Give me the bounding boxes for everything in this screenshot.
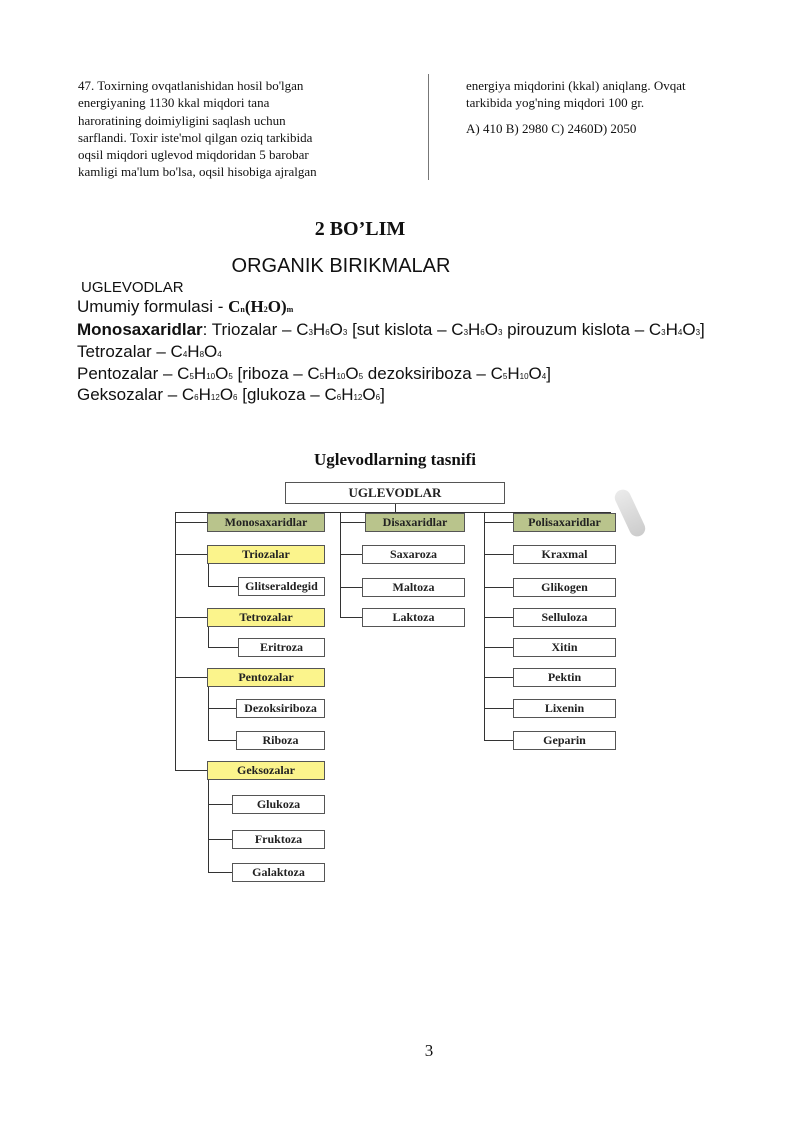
column-divider: [428, 74, 429, 180]
connector-line: [208, 839, 232, 840]
connector-line: [175, 677, 207, 678]
connector-line: [484, 522, 513, 523]
item-lichenin: Lixenin: [513, 699, 616, 718]
question-text-line: 47. Toxirning ovqatlanishidan hosil bo'lgan: [78, 78, 304, 93]
item-cellulose: Selluloza: [513, 608, 616, 627]
question-right-column: [466, 77, 766, 137]
connector-line: [484, 708, 513, 709]
subclass-trioses: Triozalar: [207, 545, 325, 564]
item-heparin: Geparin: [513, 731, 616, 750]
subclass-tetroses: Tetrozalar: [207, 608, 325, 627]
connector-line: [175, 512, 176, 770]
connector-line: [340, 522, 365, 523]
connector-line: [208, 647, 238, 648]
formula-part: (H: [244, 297, 264, 316]
subclass-pentoses: Pentozalar: [207, 668, 325, 687]
hexoses-line: Geksozalar – C6H12O6 [glukoza – C6H12O6]: [77, 385, 385, 404]
connector-line: [340, 512, 341, 617]
question-text-line: sarflandi. Toxir iste'mol qilgan oziq tarkibida: [78, 129, 313, 145]
item-glucose: Glukoza: [232, 795, 325, 814]
connector-line: [340, 617, 362, 618]
connector-line: [175, 617, 207, 618]
question-text-line: energiya miqdorini (kkal) aniqlang. Ovqat: [466, 78, 686, 93]
connector-line: [175, 554, 207, 555]
category-monosaccharides: Monosaxaridlar: [207, 513, 325, 532]
connector-line: [208, 872, 232, 873]
connector-line: [208, 780, 209, 872]
connector-line: [208, 586, 238, 587]
formula-subscript: n: [240, 305, 245, 314]
formula-part: C: [228, 297, 241, 316]
connector-line: [484, 647, 513, 648]
connector-line: [484, 512, 485, 740]
diagram-root-box: UGLEVODLAR: [285, 482, 505, 504]
item-pectin: Pektin: [513, 668, 616, 687]
connector-line: [175, 522, 207, 523]
category-disaccharides: Disaxaridlar: [365, 513, 465, 532]
topic-heading: UGLEVODLAR: [81, 279, 184, 296]
item-chitin: Xitin: [513, 638, 616, 657]
formula-subscript: 2: [263, 305, 268, 314]
watermark-mark: [612, 487, 648, 539]
item-galactose: Galaktoza: [232, 863, 325, 882]
connector-line: [340, 587, 362, 588]
diagram-title: Uglevodlarning tasnifi: [314, 450, 476, 469]
item-lactose: Laktoza: [362, 608, 465, 627]
formula-part: O): [267, 297, 287, 316]
connector-line: [208, 708, 236, 709]
connector-line: [208, 627, 209, 647]
item-deoxyribose: Dezoksiriboza: [236, 699, 325, 718]
monosaccharides-label: Monosaxaridlar: [77, 320, 203, 339]
item-glyceraldehyde: Glitseraldegid: [238, 577, 325, 596]
connector-line: [484, 554, 513, 555]
question-text-line: haroratining doimiyligini saqlash uchun: [78, 112, 286, 128]
pentoses-line: Pentozalar – C5H10O5 [riboza – C5H10O5 dezoksiriboza – C5H10O4]: [77, 364, 551, 383]
item-maltose: Maltoza: [362, 578, 465, 597]
connector-line: [340, 554, 362, 555]
item-ribose: Riboza: [236, 731, 325, 750]
question-left-column: [78, 77, 398, 181]
section-number: 2 BO’LIM: [314, 218, 406, 240]
section-title: ORGANIK BIRIKMALAR: [231, 255, 451, 277]
question-text-line: kamligi ma'lum bo'lsa, oqsil hisobiga ajralgan: [78, 164, 317, 180]
formula-label: Umumiy formulasi -: [77, 297, 229, 316]
category-polysaccharides: Polisaxaridlar: [513, 513, 616, 532]
monosaccharides-line: [77, 320, 705, 340]
page-number: 3: [424, 1041, 434, 1060]
connector-line: [484, 677, 513, 678]
connector-line: [175, 770, 207, 771]
connector-line: [484, 740, 513, 741]
connector-line: [395, 504, 396, 512]
general-formula: [228, 297, 293, 316]
item-erythrose: Eritroza: [238, 638, 325, 657]
connector-line: [208, 564, 209, 586]
question-text-line: tarkibida yog'ning miqdori 100 gr.: [466, 95, 645, 111]
tetroses-line: Tetrozalar – C4H8O4: [77, 342, 222, 361]
connector-line: [484, 617, 513, 618]
monosaccharides-text: : Triozalar – C3H6O3 [sut kislota – C3H6O3 pirouzum kislota – C3H4O3]: [202, 320, 705, 339]
connector-line: [208, 740, 236, 741]
subclass-hexoses: Geksozalar: [207, 761, 325, 780]
connector-line: [208, 687, 209, 740]
question-text-line: oqsil miqdori uglevod miqdoridan 5 barobar: [78, 147, 309, 163]
answer-options: A) 410 B) 2980 C) 2460D) 2050: [466, 120, 637, 136]
general-formula-line: [77, 297, 293, 317]
item-sucrose: Saxaroza: [362, 545, 465, 564]
connector-line: [208, 804, 232, 805]
item-starch: Kraxmal: [513, 545, 616, 564]
connector-line: [484, 587, 513, 588]
formula-subscript: m: [286, 305, 294, 314]
question-text-line: energiyaning 1130 kkal miqdori tana: [78, 95, 270, 111]
item-glycogen: Glikogen: [513, 578, 616, 597]
item-fructose: Fruktoza: [232, 830, 325, 849]
